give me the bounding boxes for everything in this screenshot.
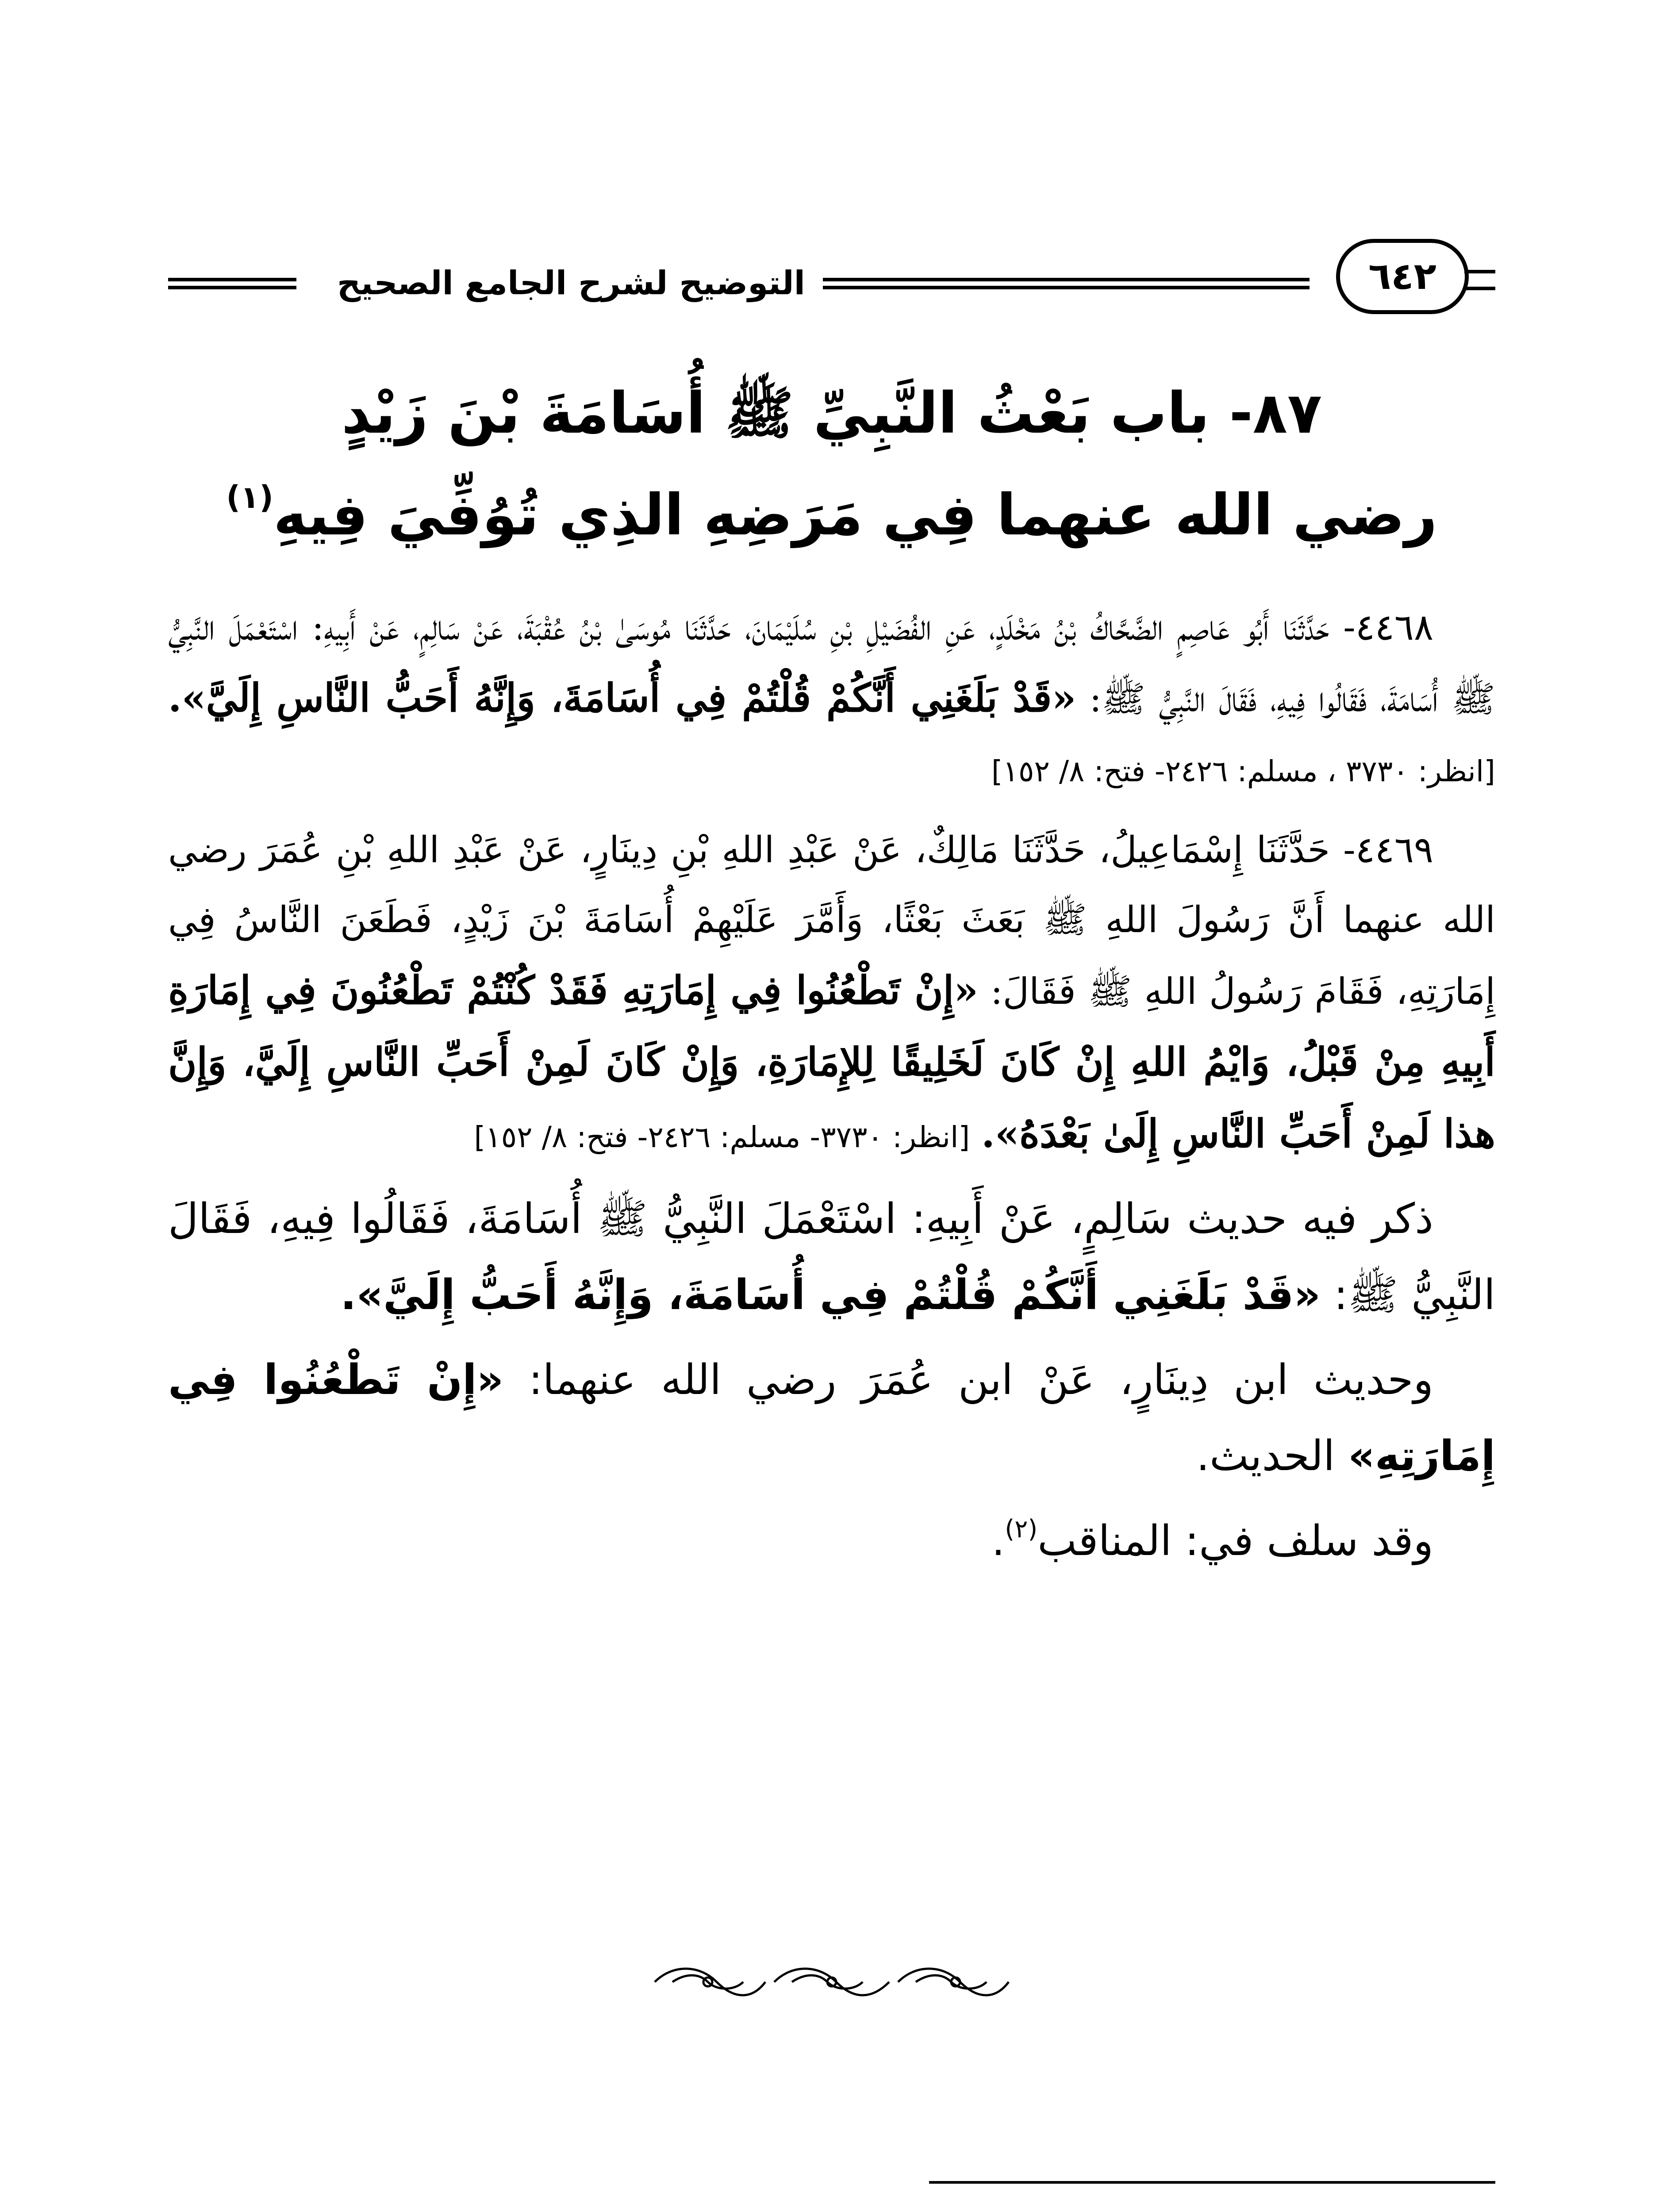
commentary-paragraph-3 bbox=[168, 1503, 1495, 1579]
chapter-heading-line-1: ٨٧- باب بَعْثُ النَّبِيِّ ﷺ أُسَامَةَ بْنَ زَيْدٍ bbox=[341, 380, 1322, 446]
book-title: التوضيح لشرح الجامع الصحيح bbox=[337, 264, 805, 302]
hadith-4468-quote: «قَدْ بَلَغَنِي أَنَّكُمْ قُلْتُمْ فِي أُسَامَةَ، وَإِنَّهُ أَحَبُّ النَّاسِ إِلَيَّ». bbox=[168, 675, 1076, 721]
commentary-3-text: وقد سلف في: المناقب bbox=[1037, 1517, 1433, 1565]
hadith-4469-quote: «إِنْ تَطْعُنُوا فِي إِمَارَتِهِ فَقَدْ كُنْتُمْ تَطْعُنُونَ فِي إِمَارَةِ أَبِيهِ مِنْ قَبْلُ، وَايْمُ اللهِ إِنْ كَانَ لَخَلِيقًا لِلإِمَارَةِ، وَإِنْ كَانَ لَمِنْ أَحَبِّ النَّاسِ إِلَيَّ، وَإِنَّ هذا لَمِنْ أَحَبِّ النَّاسِ إِلَىٰ بَعْدَهُ». bbox=[168, 967, 1495, 1156]
hadith-4469-text: ٤٤٦٩- حَدَّثَنَا إِسْمَاعِيلُ، حَدَّثَنَا مَالِكٌ، عَنْ عَبْدِ اللهِ بْنِ دِينَارٍ، عَنْ عَبْدِ اللهِ بْنِ عُمَرَ رضي الله عنهما أَنَّ رَسُولَ اللهِ ﷺ بَعَثَ بَعْثًا، وَأَمَّرَ عَلَيْهِمْ أُسَامَةَ بْنَ زَيْدٍ، فَطَعَنَ النَّاسُ فِي إِمَارَتِهِ، فَقَامَ رَسُولُ اللهِ ﷺ فَقَالَ: bbox=[168, 829, 1496, 1013]
book-page bbox=[168, 239, 1495, 2212]
commentary-3-end: . bbox=[991, 1517, 1005, 1565]
section-end-ornament bbox=[168, 1960, 1495, 2004]
commentary-1-quote: «قَدْ بَلَغَنِي أَنَّكُمْ قُلْتُمْ فِي أُسَامَةَ، وَإِنَّهُ أَحَبُّ إِلَيَّ». bbox=[340, 1271, 1321, 1319]
hadith-4468-text: ٤٤٦٨- حَدَّثَنَا أَبُو عَاصِمٍ الضَّحَّاكُ بْنُ مَخْلَدٍ، عَنِ الفُضَيْلِ بْنِ سُلَيْمَانَ، حَدَّثَنَا مُوسَىٰ بْنُ عُقْبَةَ، عَنْ سَالِمٍ، عَنْ أَبِيهِ: اسْتَعْمَلَ النَّبِيُّ ﷺ أُسَامَةَ، فَقَالُوا فِيهِ، فَقَالَ النَّبِيُّ ﷺ: bbox=[168, 607, 1496, 720]
page-number-tail-ornament bbox=[1464, 270, 1495, 290]
commentary-paragraph-1 bbox=[168, 1181, 1495, 1333]
commentary-1-text: ذكر فيه حديث سَالِمٍ، عَنْ أَبِيهِ: اسْتَعْمَلَ النَّبِيُّ ﷺ أُسَامَةَ، فَقَالُوا فِيهِ، فَقَالَ النَّبِيُّ ﷺ: bbox=[168, 1195, 1495, 1319]
commentary-2-quote: «إِنْ تَطْعُنُوا فِي إِمَارَتِهِ» bbox=[168, 1356, 1495, 1480]
footnote-separator bbox=[929, 2181, 1495, 2184]
footnote-1 bbox=[168, 2203, 1495, 2212]
floral-divider-icon bbox=[646, 1960, 1018, 2004]
main-text bbox=[168, 593, 1495, 1579]
hadith-4469 bbox=[168, 815, 1495, 1172]
chapter-heading bbox=[168, 367, 1495, 571]
chapter-heading-line-2 bbox=[168, 469, 1495, 571]
footnote-1-text bbox=[168, 2203, 1420, 2212]
hadith-4469-reference: [انظر: ٣٧٣٠- مسلم: ٢٤٢٦- فتح: ٨/ ١٥٢] bbox=[474, 1120, 970, 1154]
commentary-paragraph-2 bbox=[168, 1342, 1495, 1494]
page-number: ٦٤٢ bbox=[1336, 239, 1469, 314]
hadith-4468-reference: [انظر: ٣٧٣٠ ، مسلم: ٢٤٢٦- فتح: ٨/ ١٥٢] bbox=[991, 754, 1495, 788]
commentary-2-tail: الحديث. bbox=[1196, 1432, 1335, 1480]
footnote-1-number bbox=[1420, 2203, 1495, 2212]
hadith-4468 bbox=[168, 593, 1495, 806]
footnote-marker-2: (٢) bbox=[1005, 1515, 1038, 1544]
chapter-heading-line-2-text: رضي الله عنهما فِي مَرَضِهِ الذِي تُوُفِّيَ فِيهِ bbox=[273, 482, 1437, 548]
commentary-2-text: وحديث ابن دِينَارٍ، عَنْ ابن عُمَرَ رضي الله عنهما: bbox=[528, 1356, 1434, 1404]
footnotes bbox=[168, 2203, 1495, 2212]
running-header bbox=[168, 239, 1495, 327]
footnote-marker-1: (١) bbox=[226, 479, 274, 515]
header-rule-middle bbox=[823, 278, 1310, 289]
header-rule-left bbox=[168, 278, 296, 289]
